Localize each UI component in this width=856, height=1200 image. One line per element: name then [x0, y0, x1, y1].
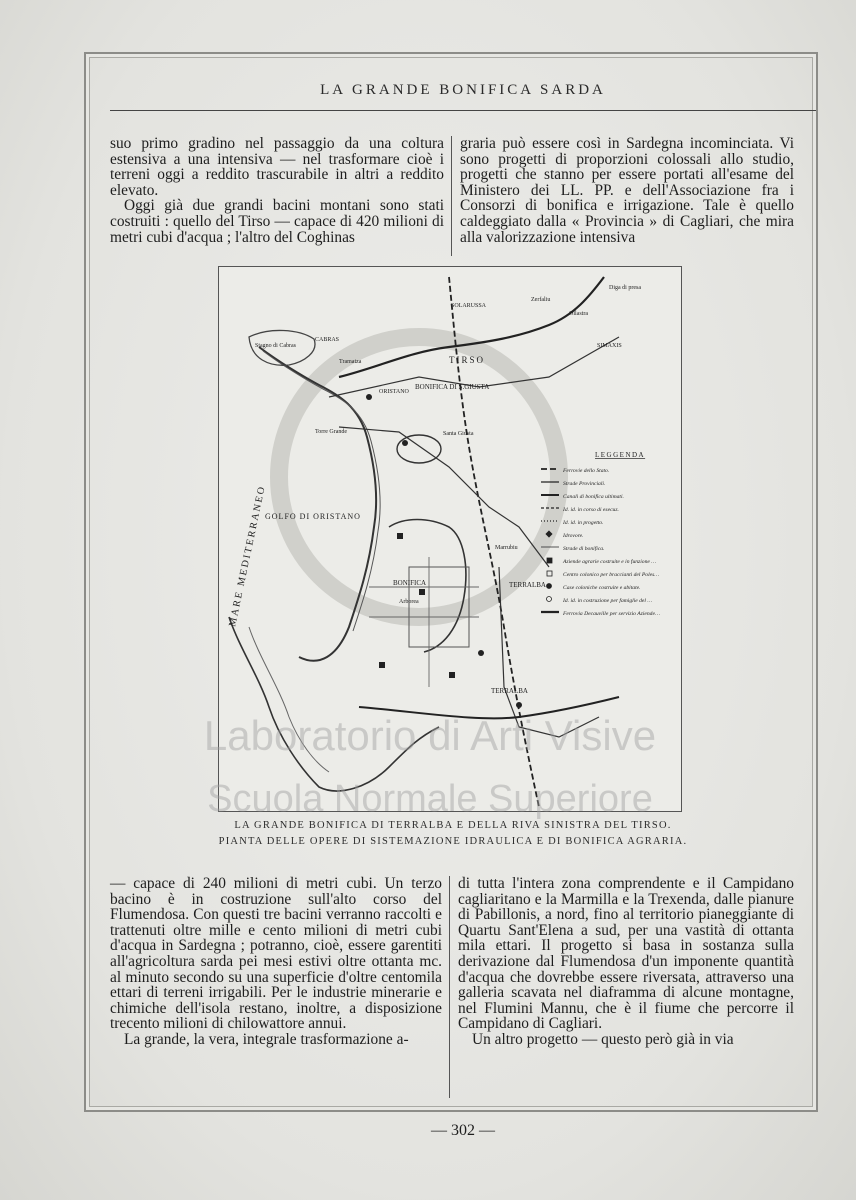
legend-title: LEGGENDA [595, 451, 646, 459]
torre-grande-label: Torre Grande [315, 429, 348, 435]
figure-caption-line-2: PIANTA DELLE OPERE DI SISTEMAZIONE IDRAULICA E DI BONIFICA AGRARIA. [218, 836, 688, 847]
gulf-label: GOLFO DI ORISTANO [265, 512, 361, 521]
stagno-cabras-label: Stagno di Cabras [255, 343, 296, 349]
village-marker [366, 394, 372, 400]
legend-label: Id. id. in corso di esecuz. [563, 507, 619, 513]
paragraph: — capace di 240 milioni di metri cubi. Un terzo bacino è in costruzione sull'alto corso del Flumendosa. Con questi tre bacini verranno raccolti e trattenuti oltre mille e cento milioni di metri cubi d'acqua in Sardegna ; potranno, cioè, essere garentiti all'agricoltura sarda pei mesi estivi oltre ottanta mc. al minuto secondo su una superficie d'oltre centomila ettari di terreni irrigabili. Per le industrie minerarie e chimiche dell'isola restano, inoltre, a disposizione trecento milioni di chilowattore annui. [110, 875, 442, 1033]
legend-symbol [547, 571, 552, 576]
legend-label: Centro colonico per braccianti del Poles… [563, 572, 660, 578]
azienda-marker [419, 589, 425, 595]
oristano-label: ORISTANO [379, 389, 409, 395]
figure-caption-line-1: LA GRANDE BONIFICA DI TERRALBA E DELLA RIVA SINISTRA DEL TIRSO. [234, 820, 672, 831]
tirso-label: TIRSO [449, 355, 486, 365]
legend-symbol [547, 558, 552, 563]
cabras-label: CABRAS [315, 337, 340, 343]
settlements [366, 394, 522, 708]
azienda-marker [379, 662, 385, 668]
legend-label: Aziende agrarie costruite e in funzione … [563, 559, 657, 565]
legend-symbol [547, 597, 552, 602]
header-rule [110, 110, 816, 111]
sea-label: MARE MEDITERRANEO [227, 484, 268, 628]
legend-label: Id. id. in progetto. [563, 520, 604, 526]
village-marker [402, 440, 408, 446]
tramatza-label: Tramatza [339, 359, 362, 365]
solarussa-label: SOLARUSSA [451, 303, 487, 309]
page-number: — 302 — [431, 1122, 495, 1139]
top-right-column [460, 136, 794, 245]
southern-coastline [229, 617, 439, 791]
watermark-medallion [279, 337, 559, 617]
column-rule [451, 136, 452, 256]
paragraph: Oggi già due grandi bacini montani sono stati costruiti : quello del Tirso — capace di 420 milioni di metri cubi d'acqua ; l'altro del Coghinas [110, 197, 444, 246]
village-marker [478, 650, 484, 656]
santa-giusta-label: Santa Giusta [443, 431, 474, 437]
top-left-column [110, 136, 444, 245]
legend-label: Case coloniche costruite e abitate. [563, 585, 641, 591]
bonifica-label: BONIFICA [393, 579, 427, 587]
legend-label: Ferrovia Decauville per servizio Aziende… [563, 611, 660, 617]
paragraph: Un altro progetto — questo però già in via [472, 1030, 734, 1048]
zerfaliu-label: Zerfaliu [531, 297, 551, 303]
legend-label: Ferrovie dello Stato. [563, 468, 610, 474]
legend-label: Id. id. in costruzione per famiglie del … [563, 598, 653, 604]
marrubiu-label: Marrubiu [495, 545, 518, 551]
ollastra-label: Ollastra [569, 311, 588, 317]
santa-giusta-pond [397, 435, 441, 463]
watermark-line-2: Scuola Normale Superiore [207, 778, 653, 820]
bottom-left-column [110, 876, 442, 1048]
bonifica-s-giusta-label: BONIFICA DI S.GIUSTA [415, 383, 490, 391]
terralba-label: TERRALBA [509, 581, 546, 589]
legend-label: Strade di bonifica. [563, 546, 605, 552]
azienda-marker [449, 672, 455, 678]
watermark-line-1: Laboratorio di Arti Visive [203, 712, 657, 759]
diga-label: Diga di presa [609, 285, 641, 291]
legend-label: Strade Provinciali. [563, 481, 606, 487]
village-marker [516, 702, 522, 708]
azienda-marker [397, 533, 403, 539]
arborea-label: Arborea [399, 599, 419, 605]
column-rule [449, 876, 450, 1098]
terralba-town-label: TERRALBA [491, 687, 528, 695]
paragraph: di tutta l'intera zona comprendente e il Campidano cagliaritano e la Marmilla e la Trexenda, dalle pianure di Pabillonis, a nord, fino al territorio pianeggiante di Quartu Sant'Elena a sud, per una vastità di ottanta mila ettari. Il progetto si basa in sostanza sulla derivazione dal Flumendosa d'un imponente quantità d'acqua che dovrebbe essere riversata, attraverso una galleria scavata nel diaframma di alcune montagne, nel Flumini Mannu, che è il fiume che percorre il Campidano di Cagliari. [458, 875, 794, 1033]
bottom-right-column [458, 876, 794, 1048]
paragraph: suo primo gradino nel passaggio da una coltura estensiva a una intensiva — nel trasformare cioè i terreni oggi a reddito trascurabile in altri a reddito elevato. [110, 135, 444, 199]
paragraph: La grande, la vera, integrale trasformazione a- [124, 1030, 409, 1048]
legend-label: Canali di bonifica ultimati. [563, 494, 624, 500]
running-head: LA GRANDE BONIFICA SARDA [320, 82, 606, 98]
legend-label: Idrovore. [563, 533, 584, 539]
legend-symbol [547, 584, 552, 589]
paragraph: graria può essere così in Sardegna incominciata. Vi sono progetti di proporzioni colossali allo studio, progetti che stanno per essere portati all'esame del Ministero dei LL. PP. e dell'Associazione fra i Consorzi di bonifica e irrigazione. Tale è quello caldeggiato dalla « Provincia » di Cagliari, che mira alla valorizzazione intensiva [460, 135, 794, 246]
simaxis-label: SIMAXIS [597, 343, 622, 349]
